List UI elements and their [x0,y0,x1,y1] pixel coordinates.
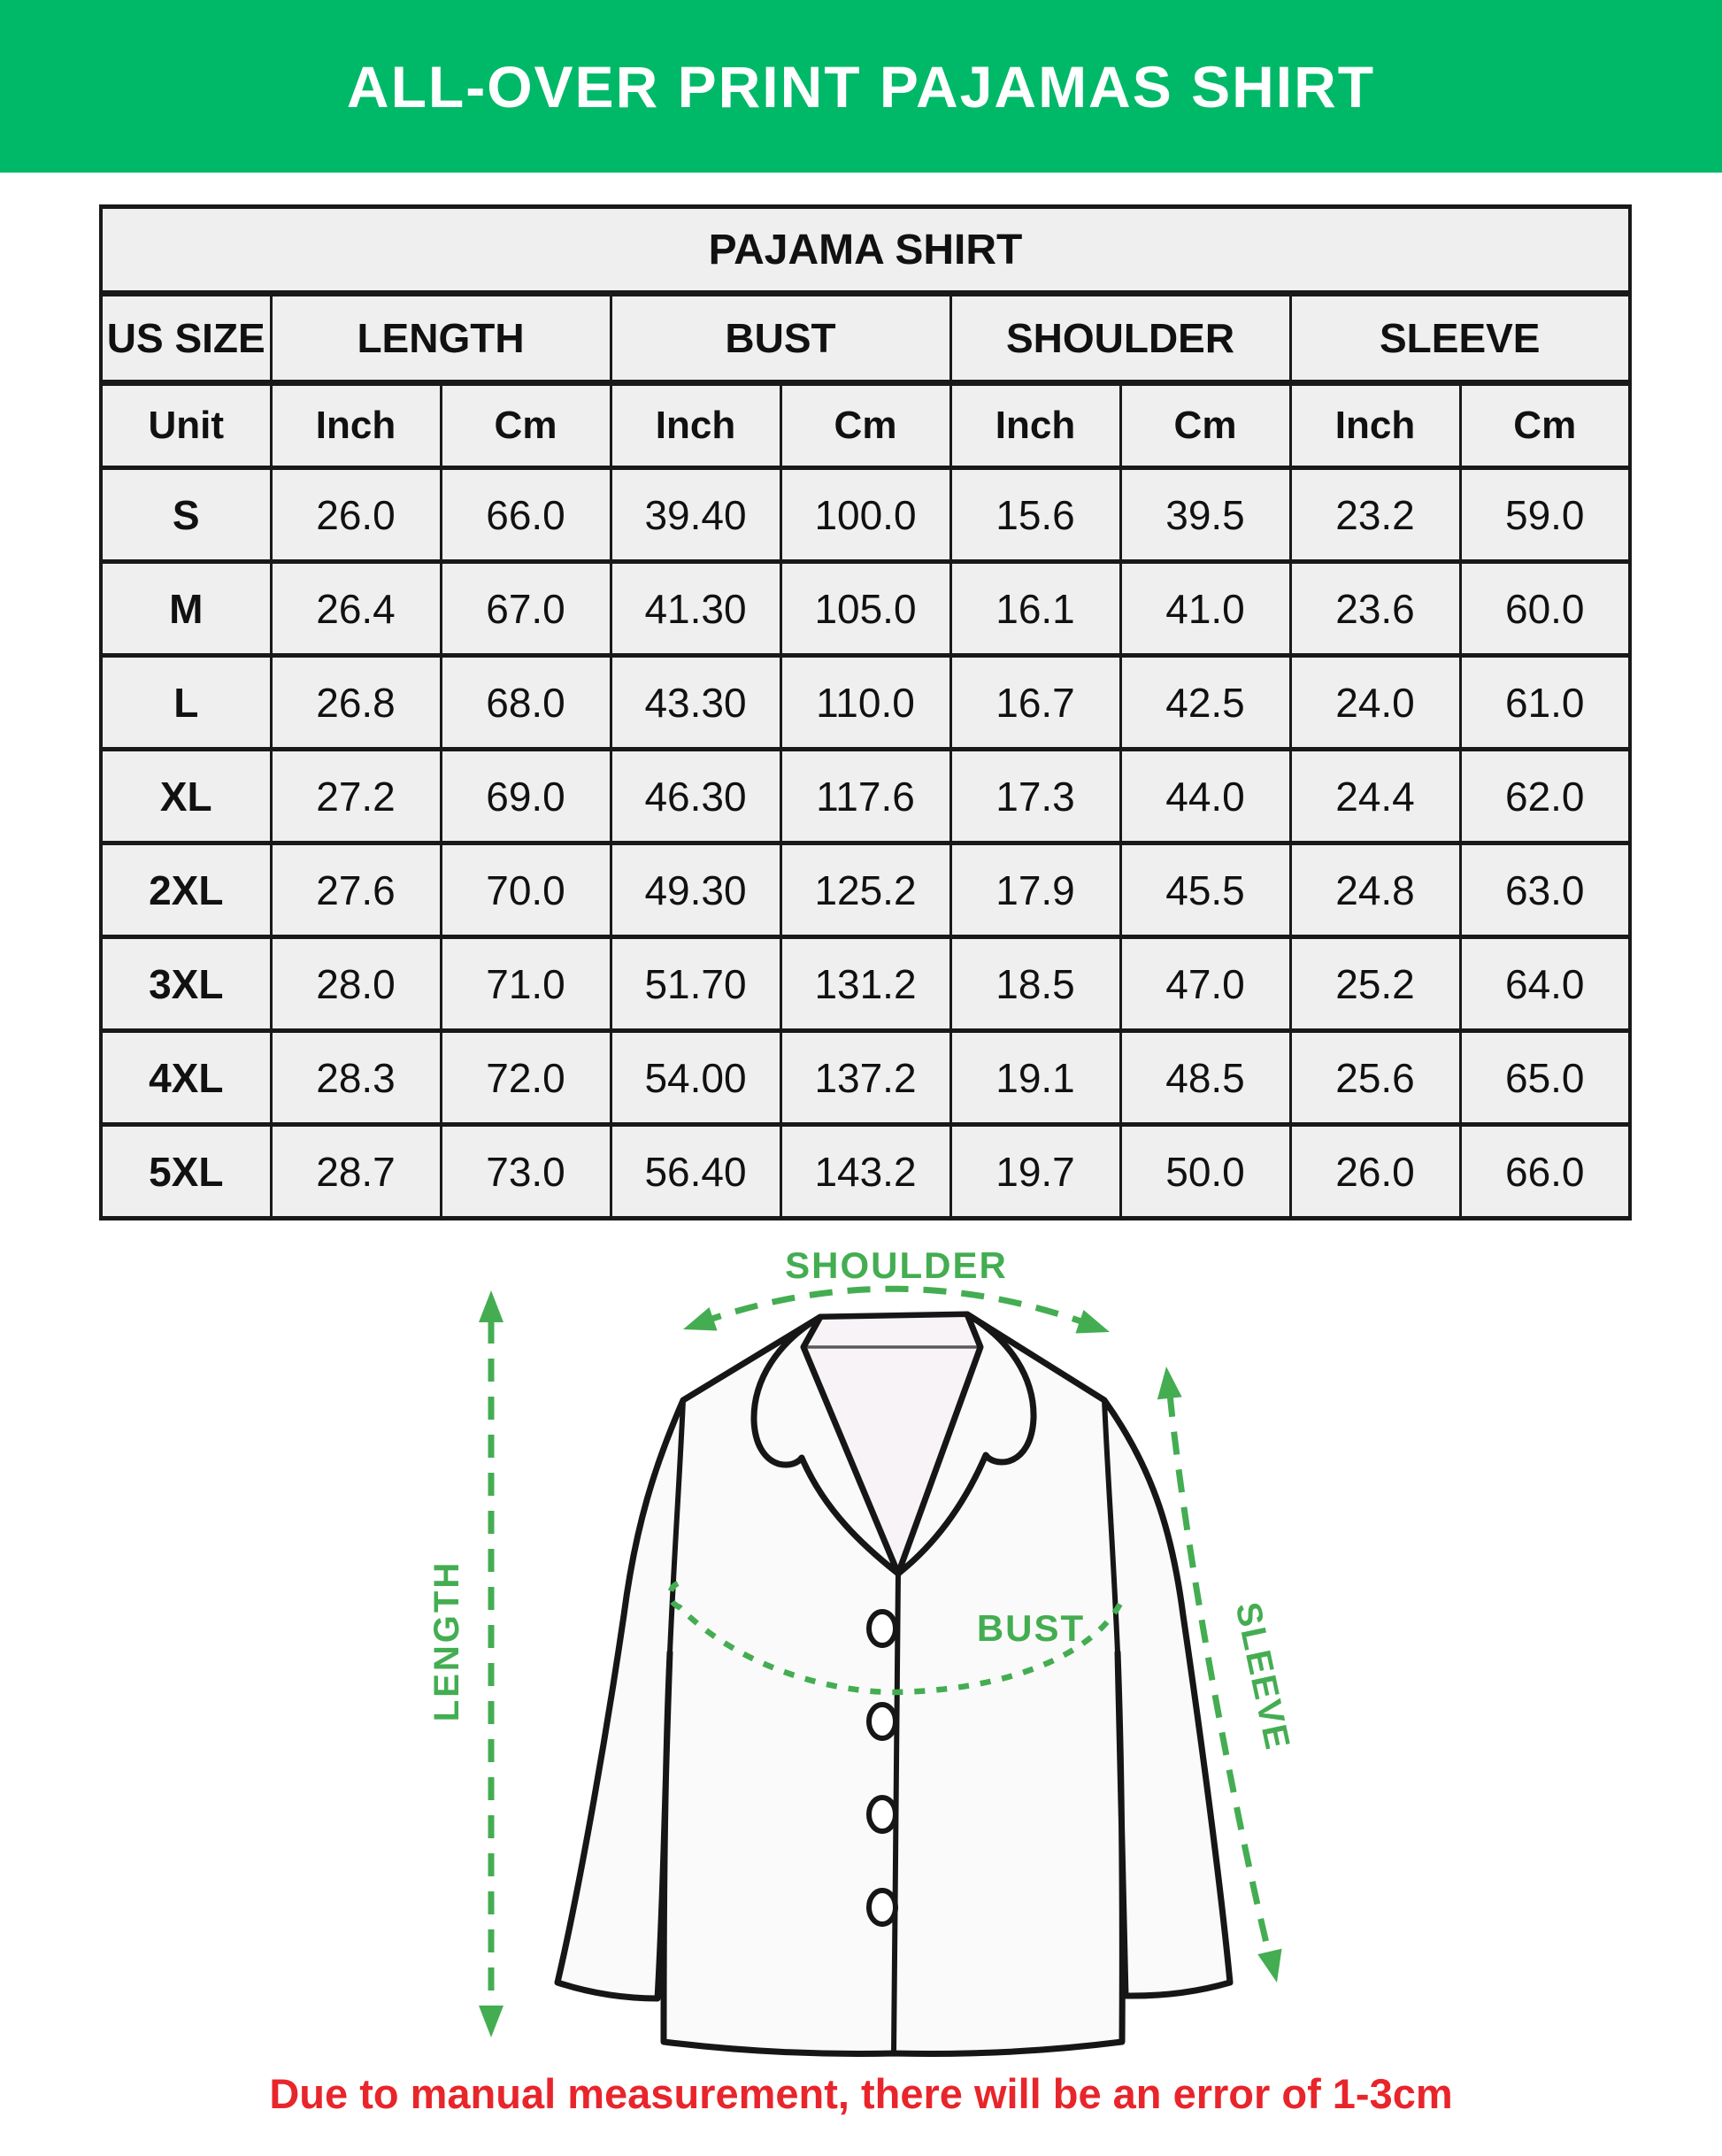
value-cell: 18.5 [950,937,1120,1031]
value-cell: 23.6 [1290,562,1460,656]
value-cell: 19.1 [950,1031,1120,1125]
unit-cell: Inch [1290,383,1460,468]
value-cell: 63.0 [1460,843,1630,937]
table-row [101,562,1630,656]
unit-cell: Cm [441,383,611,468]
value-cell: 68.0 [441,656,611,750]
value-cell: 25.6 [1290,1031,1460,1125]
table-row [101,1031,1630,1125]
table-title: PAJAMA SHIRT [101,207,1630,294]
length-arrowhead-top [479,1290,504,1322]
group-header-cell: BUST [611,294,950,383]
size-cell: XL [101,750,271,843]
value-cell: 143.2 [780,1125,950,1219]
unit-cell: Unit [101,383,271,468]
value-cell: 23.2 [1290,468,1460,562]
shoulder-arrowhead-left [679,1307,717,1341]
page-title: ALL-OVER PRINT PAJAMAS SHIRT [346,53,1376,119]
value-cell: 110.0 [780,656,950,750]
value-cell: 28.7 [271,1125,441,1219]
unit-cell: Cm [1460,383,1630,468]
value-cell: 137.2 [780,1031,950,1125]
table-row [101,843,1630,937]
size-chart-table [99,204,1632,1220]
unit-cell: Cm [1120,383,1290,468]
value-cell: 39.5 [1120,468,1290,562]
shoulder-label: SHOULDER [785,1244,1008,1286]
value-cell: 60.0 [1460,562,1630,656]
value-cell: 15.6 [950,468,1120,562]
value-cell: 66.0 [441,468,611,562]
value-cell: 26.0 [271,468,441,562]
value-cell: 47.0 [1120,937,1290,1031]
value-cell: 45.5 [1120,843,1290,937]
table-title-row [101,207,1630,294]
value-cell: 48.5 [1120,1031,1290,1125]
value-cell: 17.9 [950,843,1120,937]
length-arrowhead-bottom [479,2006,504,2037]
unit-cell: Inch [950,383,1120,468]
value-cell: 17.3 [950,750,1120,843]
shoulder-arrowhead-right [1075,1310,1113,1344]
value-cell: 26.4 [271,562,441,656]
size-cell: L [101,656,271,750]
value-cell: 125.2 [780,843,950,937]
value-cell: 61.0 [1460,656,1630,750]
value-cell: 64.0 [1460,937,1630,1031]
table-row [101,937,1630,1031]
value-cell: 56.40 [611,1125,780,1219]
table-row [101,750,1630,843]
value-cell: 71.0 [441,937,611,1031]
value-cell: 27.2 [271,750,441,843]
value-cell: 70.0 [441,843,611,937]
table-group-header-row [101,294,1630,383]
button [869,1890,896,1924]
sleeve-arrowhead-top [1154,1366,1182,1400]
unit-cell: Inch [271,383,441,468]
value-cell: 51.70 [611,937,780,1031]
value-cell: 41.30 [611,562,780,656]
value-cell: 50.0 [1120,1125,1290,1219]
unit-cell: Cm [780,383,950,468]
size-cell: M [101,562,271,656]
value-cell: 72.0 [441,1031,611,1125]
value-cell: 100.0 [780,468,950,562]
bust-label: BUST [976,1607,1086,1649]
value-cell: 41.0 [1120,562,1290,656]
table-row [101,656,1630,750]
value-cell: 59.0 [1460,468,1630,562]
button [869,1705,896,1738]
value-cell: 26.8 [271,656,441,750]
value-cell: 105.0 [780,562,950,656]
value-cell: 44.0 [1120,750,1290,843]
size-table-body [101,468,1630,1219]
table-row [101,468,1630,562]
button [869,1612,896,1645]
measurement-diagram [0,1232,1722,2069]
value-cell: 24.8 [1290,843,1460,937]
table-row [101,1125,1630,1219]
value-cell: 66.0 [1460,1125,1630,1219]
value-cell: 131.2 [780,937,950,1031]
value-cell: 67.0 [441,562,611,656]
value-cell: 62.0 [1460,750,1630,843]
sleeve-arrowhead-bottom [1257,1949,1288,1985]
group-header-cell: US SIZE [101,294,271,383]
size-cell: 3XL [101,937,271,1031]
value-cell: 26.0 [1290,1125,1460,1219]
value-cell: 16.1 [950,562,1120,656]
value-cell: 25.2 [1290,937,1460,1031]
group-header-cell: SLEEVE [1290,294,1630,383]
value-cell: 16.7 [950,656,1120,750]
value-cell: 49.30 [611,843,780,937]
group-header-cell: LENGTH [271,294,611,383]
size-table-head-rows [101,207,1630,468]
size-cell: 4XL [101,1031,271,1125]
value-cell: 43.30 [611,656,780,750]
size-cell: 2XL [101,843,271,937]
value-cell: 27.6 [271,843,441,937]
value-cell: 42.5 [1120,656,1290,750]
value-cell: 69.0 [441,750,611,843]
value-cell: 24.4 [1290,750,1460,843]
unit-cell: Inch [611,383,780,468]
length-label: LENGTH [427,1559,466,1722]
table-unit-row [101,383,1630,468]
disclaimer-text: Due to manual measurement, there will be an error of 1-3cm [269,2070,1453,2117]
value-cell: 28.0 [271,937,441,1031]
value-cell: 24.0 [1290,656,1460,750]
size-cell: S [101,468,271,562]
value-cell: 39.40 [611,468,780,562]
value-cell: 73.0 [441,1125,611,1219]
header-banner [0,0,1722,173]
size-cell: 5XL [101,1125,271,1219]
value-cell: 28.3 [271,1031,441,1125]
value-cell: 46.30 [611,750,780,843]
value-cell: 19.7 [950,1125,1120,1219]
sleeve-label: SLEEVE [1227,1598,1297,1754]
value-cell: 65.0 [1460,1031,1630,1125]
button [869,1798,896,1831]
group-header-cell: SHOULDER [950,294,1290,383]
value-cell: 54.00 [611,1031,780,1125]
value-cell: 117.6 [780,750,950,843]
